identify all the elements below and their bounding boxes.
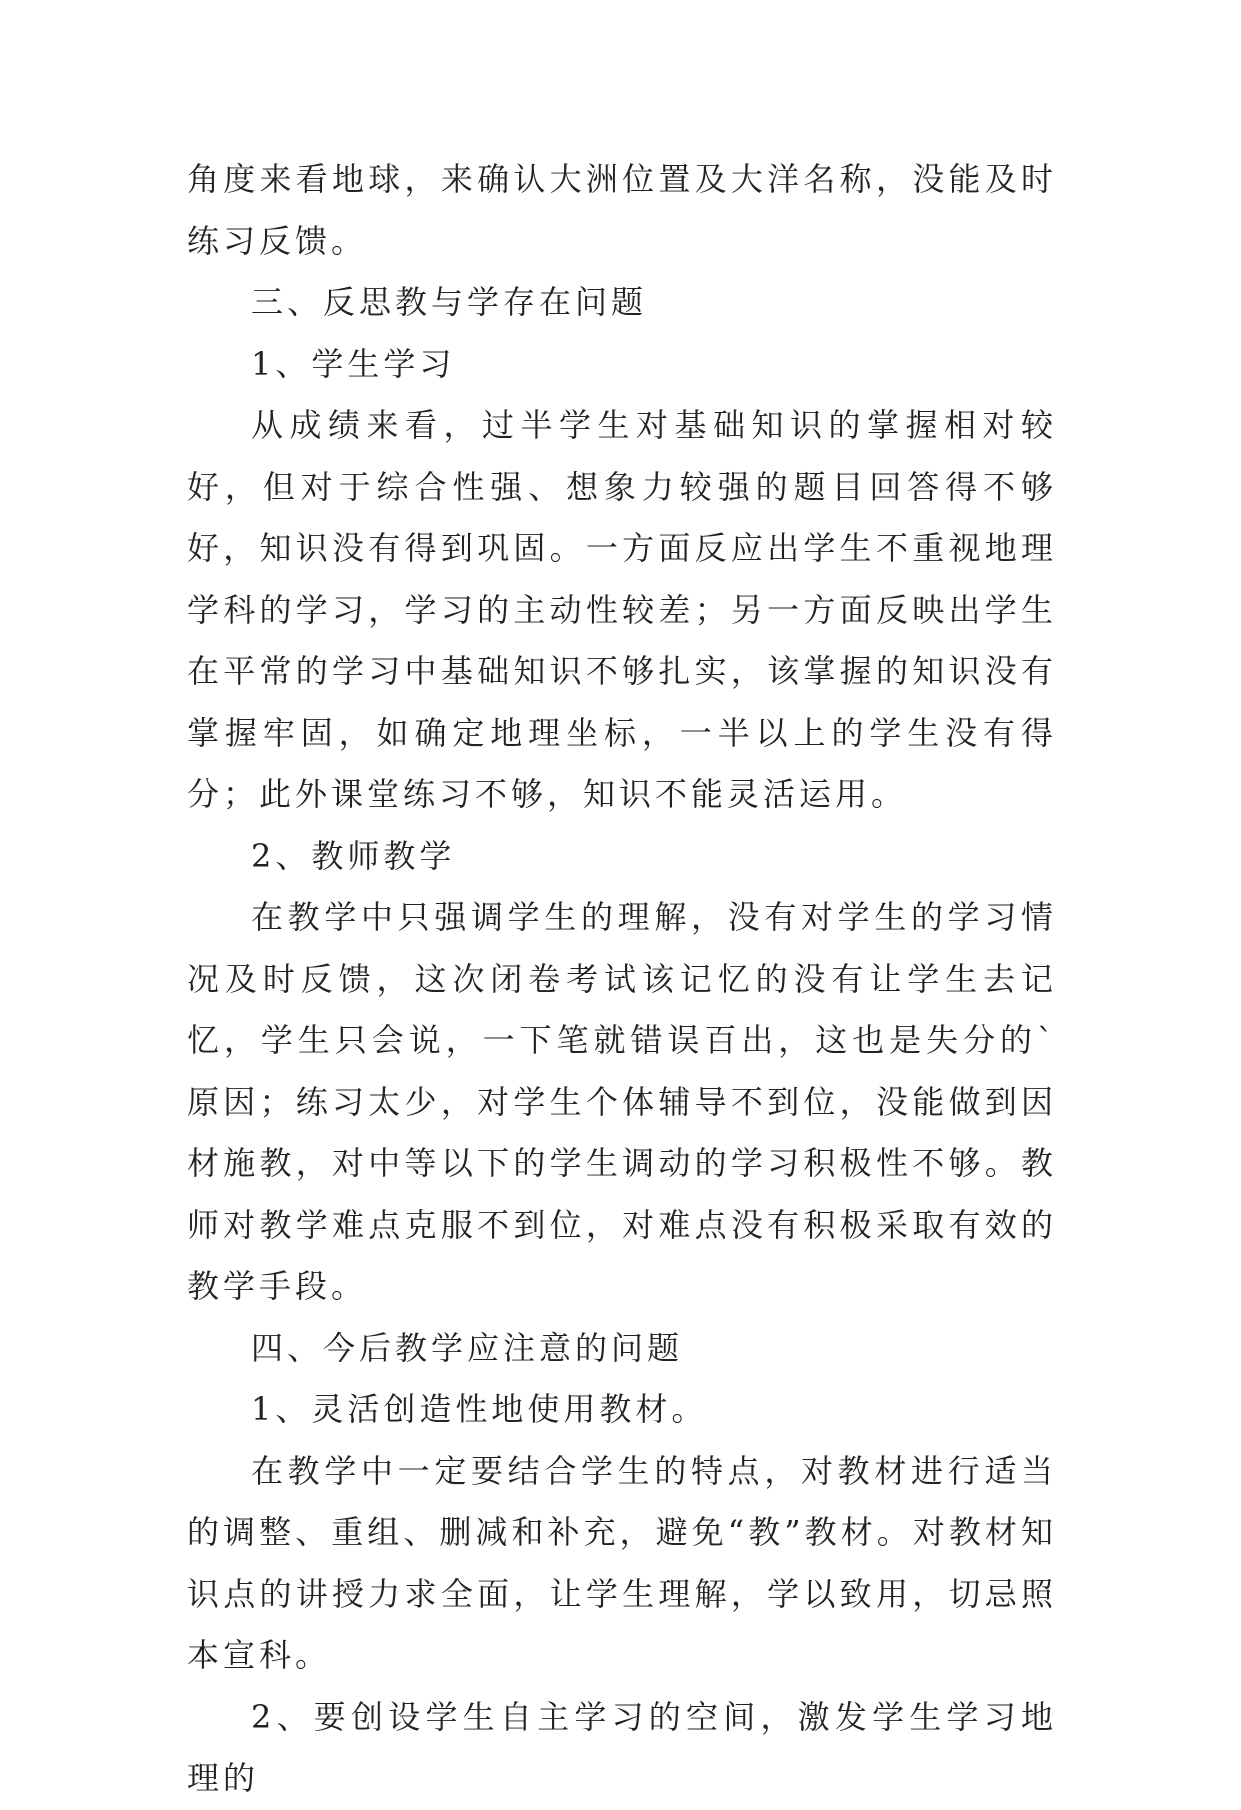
document-body bbox=[187, 149, 1057, 1810]
subheading-student-learning: 1、学生学习 bbox=[251, 344, 456, 383]
paragraph-teacher-teaching: 在教学中只强调学生的理解，没有对学生的学习情况及时反馈，这次闭卷考试该记忆的没有让学生去记忆，学生只会说，一下笔就错误百出，这也是失分的`原因；练习太少，对学生个体辅导不到位，没能做到因材施教，对中等以下的学生调动的学习积极性不够。教师对教学难点克服不到位，对难点没有积极采取有效的教学手段。 bbox=[187, 898, 1057, 1305]
paragraph-student-learning: 从成绩来看，过半学生对基础知识的掌握相对较好，但对于综合性强、想象力较强的题目回答得不够好，知识没有得到巩固。一方面反应出学生不重视地理学科的学习，学习的主动性较差；另一方面反映出学生在平常的学习中基础知识不够扎实，该掌握的知识没有掌握牢固，如确定地理坐标，一半以上的学生没有得分；此外课堂练习不够，知识不能灵活运用。 bbox=[187, 406, 1057, 813]
section-heading-3: 三、反思教与学存在问题 bbox=[251, 283, 648, 321]
subheading-self-learning: 2、要创设学生自主学习的空间，激发学生学习地理的 bbox=[187, 1697, 1057, 1797]
paragraph-continuation: 角度来看地球，来确认大洲位置及大洋名称，没能及时练习反馈。 bbox=[187, 160, 1057, 260]
subheading-teacher-teaching: 2、教师教学 bbox=[251, 836, 456, 875]
subheading-textbook-use: 1、灵活创造性地使用教材。 bbox=[251, 1390, 708, 1428]
section-heading-4: 四、今后教学应注意的问题 bbox=[251, 1328, 684, 1367]
paragraph-textbook-use: 在教学中一定要结合学生的特点，对教材进行适当的调整、重组、删减和补充，避免“教”教材。对教材知识点的讲授力求全面，让学生理解，学以致用，切忌照本宣科。 bbox=[187, 1451, 1057, 1674]
